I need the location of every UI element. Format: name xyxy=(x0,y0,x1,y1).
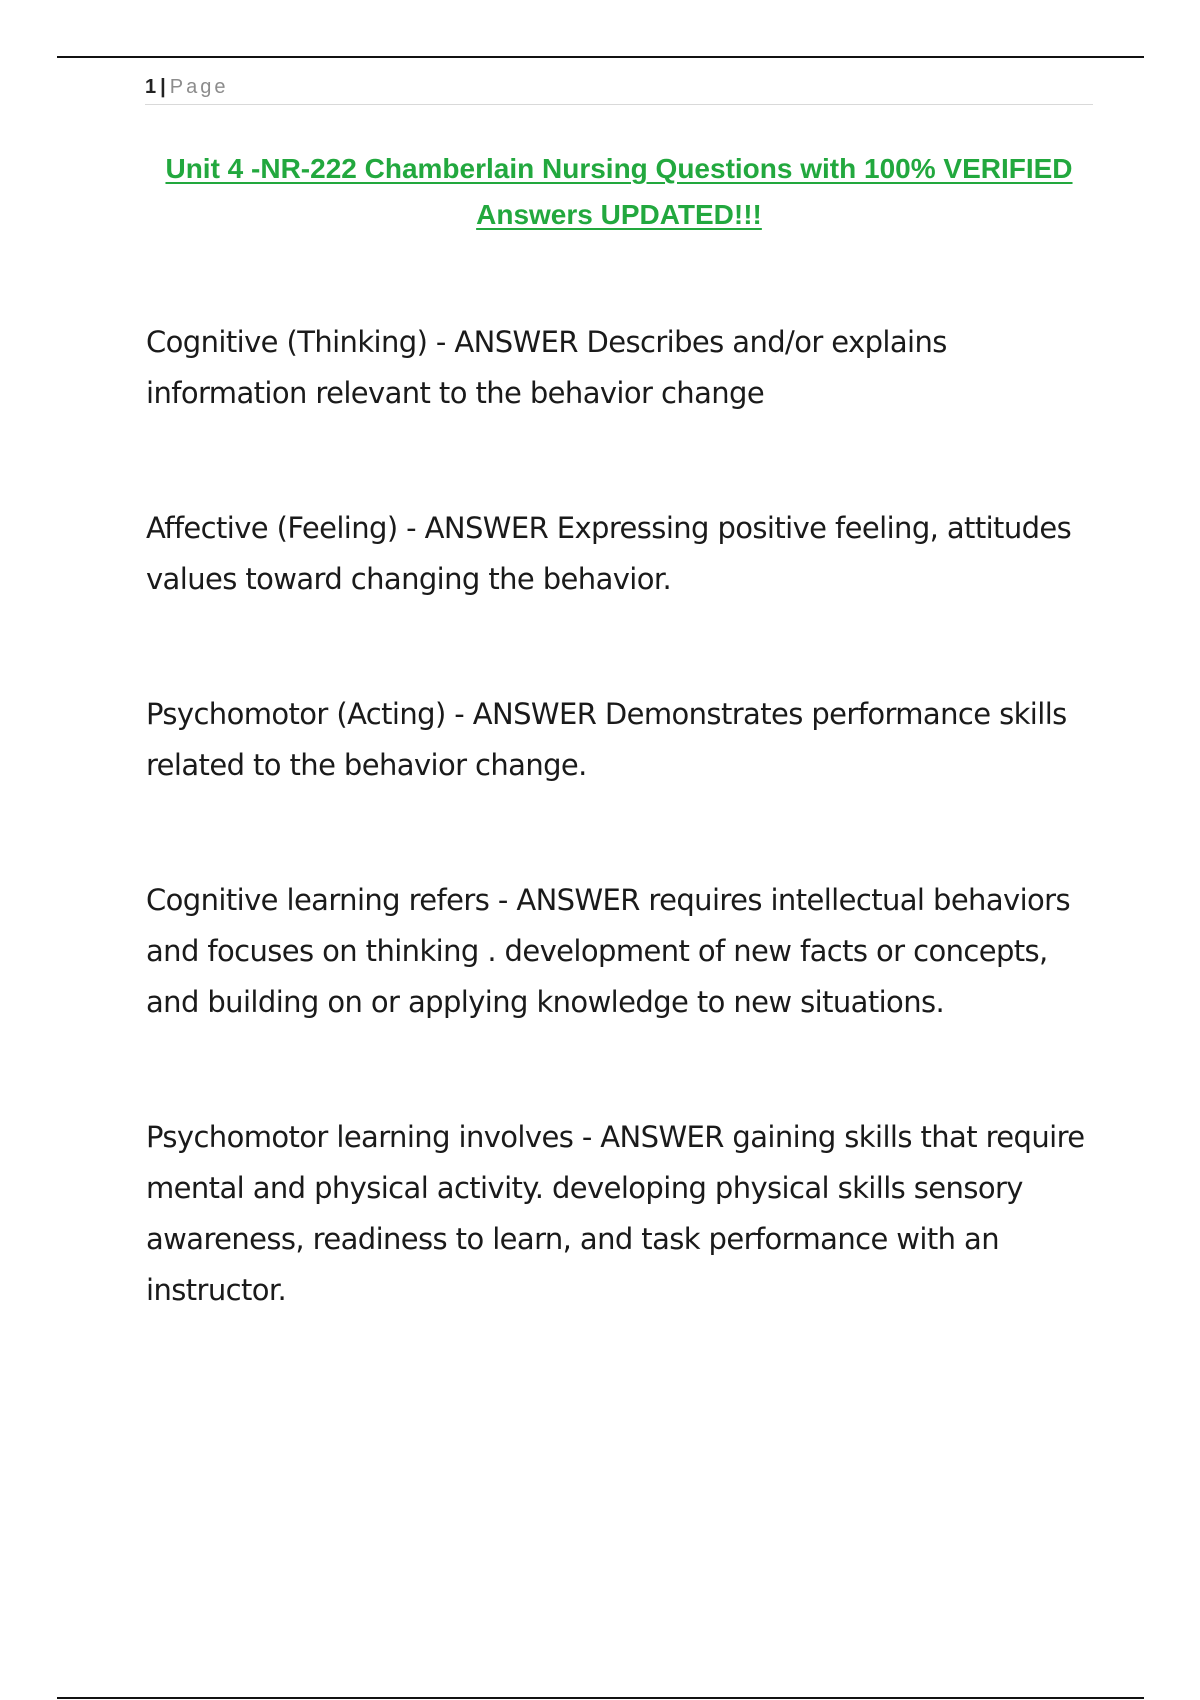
qa-item-cognitive-learning: Cognitive learning refers - ANSWER requires intellectual behaviors and focuses on thinking . development of new facts or concepts, and building on or applying knowledge to new situations. xyxy=(146,883,1070,1019)
qa-list xyxy=(146,317,1086,1400)
document-title: Unit 4 -NR-222 Chamberlain Nursing Questions with 100% VERIFIED Answers UPDATED!!! xyxy=(165,153,1073,230)
page-separator: | xyxy=(160,76,166,98)
qa-item-psychomotor-acting: Psychomotor (Acting) - ANSWER Demonstrates performance skills related to the behavior change. xyxy=(146,697,1067,782)
page-header xyxy=(145,74,1093,105)
qa-item-psychomotor-learning: Psychomotor learning involves - ANSWER gaining skills that require mental and physical activity. developing physical skills sensory awareness, readiness to learn, and task performance with an instructor. xyxy=(146,1120,1085,1307)
bottom-rule xyxy=(57,1697,1144,1699)
qa-item-cognitive-thinking: Cognitive (Thinking) - ANSWER Describes and/or explains information relevant to the behavior change xyxy=(146,325,947,410)
top-rule xyxy=(57,56,1144,58)
qa-item-affective-feeling: Affective (Feeling) - ANSWER Expressing positive feeling, attitudes values toward changing the behavior. xyxy=(146,511,1072,596)
page-label: Page xyxy=(169,76,229,98)
page-number: 1 xyxy=(145,76,157,98)
